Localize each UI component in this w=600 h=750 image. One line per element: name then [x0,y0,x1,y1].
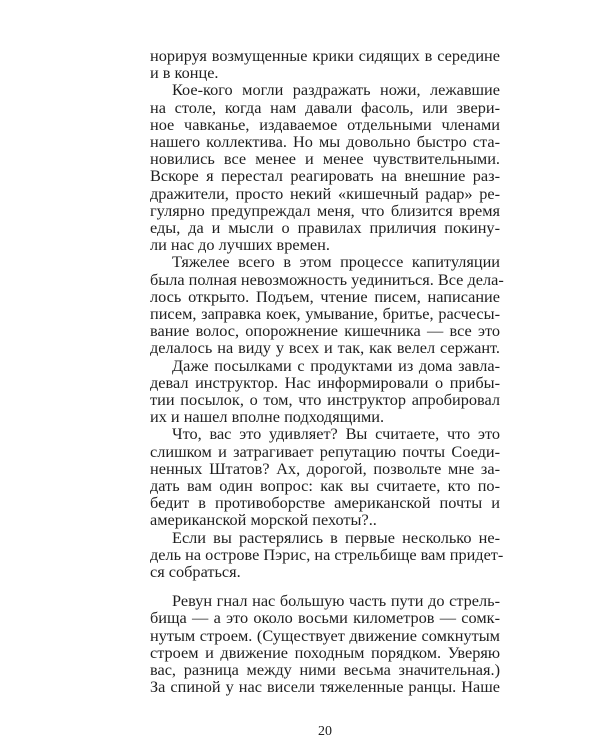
text-line: их и нашел вполне подходящими. [150,407,385,427]
text-line: ное чавканье, издаваемое отдельными членами [150,114,500,134]
text-line: норируя возмущенные крики сидящих в середине [150,46,500,65]
page-number: 20 [318,724,332,739]
text-line: дель на острове Пэрис, на стрельбище вам придет- [150,544,504,564]
text-line: писем, заправка коек, умывание, бритье, расчесы- [150,304,500,323]
text-line: лось открыто. Подъем, чтение писем, написание [150,286,500,306]
text-line: на столе, когда нам давали фасоль, или звери- [150,97,500,117]
text-line: дражители, просто некий «кишечный радар» ре- [150,183,500,203]
text-line: Вскоре я перестал реагировать на внешние раз- [150,166,500,186]
text-line: слишком и затрагивает репутацию почты Соеди- [150,441,500,461]
text-line: делалось на виду у всех и так, как велел сержант. [150,338,500,358]
text-line: Если вы растерялись в первые несколько не- [172,527,500,547]
text-line: бища — а это около восьми километров — сомк- [150,608,500,628]
text-line: ненных Штатов? Ах, дорогой, позвольте мне за- [150,458,500,478]
text-line: гулярно предупреждал меня, что близится время [150,200,500,220]
text-line: бедит в противоборстве американской почты и [150,493,500,513]
book-page [150,46,504,739]
text-line: За спиной у нас висели тяжеленные ранцы. Наше [150,677,500,697]
text-line: дать вам один вопрос: как вы считаете, кто по- [150,476,500,495]
text-line: нашего коллектива. Но мы довольно быстро ста- [150,132,500,151]
text-line: ли нас до лучших времен. [150,235,330,255]
text-line: ся собраться. [150,562,241,581]
text-line: вас, разница между ними весьма значительная.) [150,660,500,679]
text-line: была полная невозможность уединиться. Все дела- [150,269,504,289]
text-line: вание волос, опорожнение кишечника — все это [150,321,500,341]
text-line: Даже посылками с продуктами из дома завла- [172,355,500,375]
text-line: Ревун гнал нас большую часть пути до стрель- [172,591,500,611]
text-line: новились все менее и менее чувствительными. [150,149,500,169]
text-line: американской морской пехоты?.. [150,510,377,530]
text-line: Что, вас это удивляет? Вы считаете, что это [172,424,500,444]
text-line: строем и движение походным порядком. Уверяю [150,642,500,662]
text-line: Кое-кого могли раздражать ножи, лежавшие [172,80,500,100]
text-line: еды, да и мысли о правилах приличия покину- [150,218,500,237]
text-line: и в конце. [150,63,219,83]
text-line: девал инструктор. Нас информировали о прибы- [150,372,500,392]
text-line: Тяжелее всего в этом процессе капитуляции [172,252,500,272]
text-line: тии посылок, о том, что инструктор апробировал [150,390,500,409]
text-line: нутым строем. (Существует движение сомкнутым [150,625,500,645]
